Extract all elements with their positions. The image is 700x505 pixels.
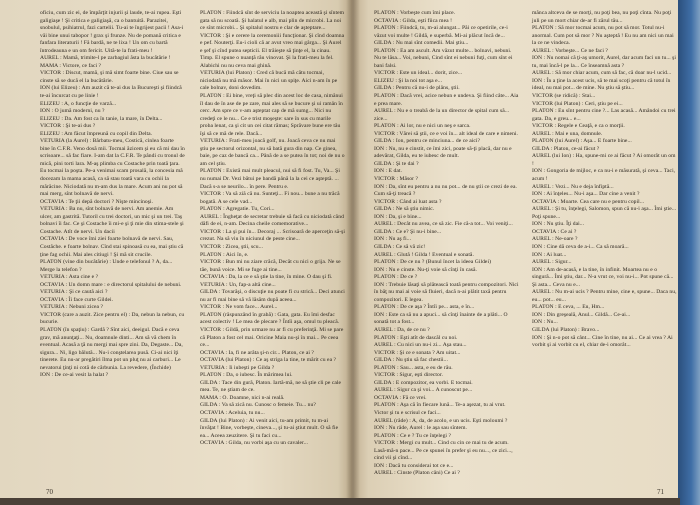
- left-page-column-2: PLATON : Fiindcă sînt de serviciu la noaptea această şi sîntem gata să nu scoată. Şi halatul e alb, mai plin de microbi. La noi ce sînt microbi... Şi spitalul nostru e clar de aşteptare... VICTOR : Şi e cerere la ceremoniii funcţionar. Şi cînd doamna e pef. Nouterţi. Eu-i cioli că ar avut vreo mai gârga... Şi Aurel e şef şi cînd putea septicii. El trăieşte să ţinţe el, la cinau. Timp. El spune o nuanţă rău vinovat. Şi la frati-meu la fel. Alabichi nu nu ceva mai ghină. VETURIA (lui Platon) : Cred că bucă mă cătu tocmai, niciodată nu mă măsor. Mai în nici un spiţe. Aici n-am în pe cale bolnav, doni dovedim. PLATON : Ei bine, vreţi să plec din acest loc de casa, nimănui îl dau de în ase de pe zare, mai ales să se bucure şi ui ramân în cerc. Am spre ce v-am aşteptat cap de mă sumg... Nici nu credeţi ce le nu... Ce e trist moşeşte: sare în sus cu marile proba lenat, ca şi cit un cei citat rămas; Sprăvare bune ere tău îşi să ce mă de rele. Dacă... VETURIA : Frati-meu joacă golf, nu. Joacă ceva ce nu mai ştiu pe sectorul orizontal, nu să bată gura din nap. Ce ginea, baie, pe caz de bancă ca... Până de a se putea în tot; noi de nu o am cel ştiu. PLATON : Există mai mult pleacul, nui să fi fost. Tu, Va... Şi nu numai Dr. Vezi bătui pe bandă până la la cei ce aşteptă. ... Dacă s-a se neurilo... în pere. Pentru e. VICTOR : Va să ziă că nu. Sunteţi... Fi nou... bune a nu trăcă bogată. A se cele vad... PLATON : Agregatie. Tu, Cori... AUREL : Îngheţat de secretar trebuie să facă cu niciodată cănd dăfi de ei, n-am. Decina cheile comemorative... VICTOR : La şi pui în... Decoraj ... Scrisoară de aperceţin să-şi crezut. Na să viu în niciunul de peste cine... VICTOR : Zicea, ştii, scu... PLATON : Aici în, e. VICTOR : Bun mi nu ziare crăcă, Decăt cu nici o grija. Ne se tăe, bună voice. Mi se fuge ai tine... OCTAVIA : Da, la ce e să ştie la tine, în mine. O dau şi fi. VETURIA : Un, fap-a altă cine... GILDA : Tovarăşi, o discuţie nu poate fi cu strică... Deci atunci nu ar fi mai bine să vă lăsăm după aceea... VICTOR : Ne vom face... Aurel... PLATON (răspunzând în grabă) : Gata, gata. Eu îmi desfac acest colectiv ! Le mea de plecare ? Întîi aşa, omul tu pleacă. VICTOR : Gildă, prin urmare nu ar fi cu preferinţă. Mi se pare că Platon a fost cel mai. Oricine Maia nu-şi în mai... Pe ceea ce... OCTAVIA : Ia, fi ne arăta şi-n cir... Platon, ce ai ? OCTAVIA (lui Platon) : Ce aş striga la tine, te mărit cu ea ? VETURIA : Ii iubeşti pe Gilda ? PLATON : Da, o iubesc. În mărimea lui. GILDA : Tace din gură, Platon. Iartă-mă, ne să ştie cli pe cale mea. Te, ne ştiam de ce. MAMA : O. Doamne, nici n-ai reală. GILDA : Va să zică nu. Cunosc o femeie. Tu... nu? OCTAVIA : Aceluia, tu nu... GILDA (lui Platon) : Ai venit aici, tu-am primit, tu m-ai învăţat ! Bine, vorbeşte, cineva..., şi tu-ai ştiut mult. O să fie ea... Aceea zeuzitere. Şi tu faci cu... OCTAVIA : Gilda, nu vorbi aşa cu un cavaler...: [200, 10, 345, 447]
- book-gutter: [346, 0, 360, 505]
- left-page-number: 70: [46, 488, 53, 496]
- right-page: [352, 0, 680, 505]
- right-page-column-1: PLATON : Vorbeşte cum îmi place. OCTAVIA : Gilda, eşti fiica mea ! PLATON : Fiindcă, tu, m-ai alungat... Păi ce opetirile, ce-i văzut voi multe ! Gildă, e superbă. Mi-ai plăcut încă de... GILDA : Nu mai sînt comedii. Mai ştiu... PLATON : Ea am ascult. Am văzut multe... bolnavi, nebuni. Nu te lăsa... Voi, nebuni, Cind sînt ei nebuni fuţi, cum sînt ei bani falsi. VICTOR : Este un ideal... dorit, zice... ELIZEU : Şi la noi tot aşa e... GILDA : Pentru că nu-i de plâns, ştii. PLATON : Dacă vrei, acice nebun e undeva. Şi fiind câte... Aia e prea mare. AUREL : Nu e o treabă de la un director de spital cum să... zice... PLATON : Ai lor, nu e nici un neş e sarca. VICTOR : Vărei să ştii, ce e voi în... alt ideal de care e nimeni. GILDA : Ion, pentru ce minciuna... de ce aici? ION : Nu, nu e cinstit, ce îmi zici, poate să-ţi placă, dar nu e adevărat, Gilda, eu te iubesc de mult. GILDA : Şi te dai ? ION : E dat. VICTOR : Măsor ? ION : Da, sînt eu pentru a nu nu pot... de nu ştii ce crezi de ea. Cum să-ţi treacă ? VICTOR : Când ai luat asta ? GILDA : Ne să ştiu nimic. ION : Da, şi e bine... AUREL : Decât nu avea, ce să zic. Fie că-a tot... Voi veniţi... GILDA : Ce e? Şi nu-i bine... ION : Nu aş fi... GILDA : Ce să vă zic! AUREL : Glută ! Gilda ! Eventual e sonată. PLATON : De ce nu ? (Bunul încet la ideea Gildei) ION : Nu e cinste. Nu-ţi voie să cînţi în casă. PLATON : De ce ? ION : Trebuie lăsaţi să plătească toată pentru compozitori. Nici în băţ nu mai ai voie să fluieri, dacă n-ai plătit taxă pentru compozitori. E legea. PLATON : De ce aşa ? Întîi pe... asta, e în... ION : Este ca să nu a apuci... să cînţi înainte de a plăti... O sonată tot a fost... AUREL : Da, de ce nu ? PLATON : Eşti atît de dascăl cu noi. AUREL : Cu nici un nu-i zi... Aşa stau... VICTOR : Şi ce e sonata ? Am uitat... GILDA : Nu ştiu să fac chestii... PLATON : Sau... asta, e eu de rău. VICTOR : Sigur, eşti director. GILDA : E compozitor, ea vorbi. E tocmai. AUREL : Sigur ca şi voi... A cunoscut pe... OCTAVIA : Fă ce vrei. PLATON : Aşa că în fiecare lună... Te-a aşezat, tu ai vrut. Victor şi tu e scrisul ce faci... AUREL (râde) : A, da, de acolo, e un ucis. Eşti moloumi ? ION : Nu râde, Aurel : le aşa sau sîntem. PLATON : Ce e ? Tu ce înţelegi ? VICTOR : Mergi cu mult... Cind cu cin ce mai tu de acum. Lasă-mă-n pace... Pe ce spunei în prefer şi eu nu..., ce zici..., cind vii şi cînd... ION : Dacă tu considerai tot ce e... AUREL : Cinste (Platon câni) Ce ai ?: [374, 10, 519, 477]
- right-page-column-2: mănca altceva de se morţi, nu poţi bea, nu poţi cînta. Nu poţi juli pe un mort chiar de-ar fi zărul tău... PLATON : Să mor tocmai acum, nu pot să mor. Totul nu-i anormal. Cum pot să mor ? Nu aşteptă ! Eu nu am nici un mai la ce ne vindeca. AUREL : Vorbeşte... Ce ne faci ? ION : Nu nomai că ţi-aş umorit, Aurel, dar acum faci un tu... şi tu, mai încă-l pe la... Ce înseamnă asta ? AUREL : Să mor chiar acum, cum să fac, că doar nu-l ucid... ION : În a ţine la acest ucis, să te mai scoţi pentru că totul în ideal, nu mai pot... de mine. Nu ştiu să ştiu... VICTOR (se ridică) : Stai... VICTOR (lui Platon) : Ceri, ştiu pe ei... PLATON : Eu sînt pentru cine ?... Las acasă... Amândoi cu trei gata. Da, e greu... e... VICTOR : Regele e Ceaţă, e ca o morţii. AUREL : Mai e una, domnule. PLATON (lui Aurel) : Aşa... E foarte bine... GILDA : Platon, ce-ai făcut ? AUREL (lui Ion) : Ha, spune-mi ce ai făcut ? Ai omorât un om ! ION : Gongoria de mijloc, e ca nu-i e măsurată, şi ceva... Taci, acum ! AUREL : Vezi... Nu e deja înfiptă... ION : Ai înţeles... Nu-i aşa... Dar cine a venit ? OCTAVIA : Moarte. Cea care nu e pentru copil... AUREL : Şi tu, înţelegi, Salomon, spun că nu-i aşa... Îmi ştie... Poţi spune... ION : Nu ştiu. Îţi dai... OCTAVIA : Ce ai ? AUREL : Ne-oare ? ION : Cine dă ceva de a-i... Ca să moară... ION : Ai luat... AUREL : Sigur... ION : Am de-acasă, e la tine, în infinit. Moartea nu e o singură... Îmi ştiu, dar... N-a vrut ce, voi nu-i... Pot spune că... Şi asta... Ceva nu e... AUREL : Nu m-ai ucis ? Pentru mine, cine e, spune... Daca nu, eu... pot... eu... PLATON : E ceva, ... Eu, Hm... ION : Din greşeală, Anul... Gildă... Ce-ai... ION : Nu... GILDA (lui Platon) : Bravo... ION : Şi n-o pot să cânt... Cine în tine, nu ai... Ce ai vrea ? Ai vorbit şi ai vorbit cu el, chiar de-i omorât...: [532, 10, 677, 349]
- right-page-number: 71: [657, 488, 664, 496]
- book-cover-edge: [678, 0, 700, 505]
- page-bottom-shadow: [0, 498, 680, 505]
- left-page-column-1: oficiu, cum zic ei, de împărţit injurii şi laude, te-ai rupea. Eşti galigiaşe ! Şi critica e galigiaşă, ca o bantuită. Parazitei, snobulul, psihiatrul, fazi cartelii. Tu-ai te îngrijest pacii ! Asa-i văi bine unui tabopor ! grax şi frunze. Nu de pomană critica e fanfara literaturii ! Fă bardă, ne te lixa ! Un om cu bartă întrodeauna e un om fericit. Uită-te la frati-meu ! AUREL : Mamă, trimite-l pe zarbagiul ăsta la bucătărie ! MAMA : Victore, ce faci ? VICTOR : Discut, mamă, şi mă simt foarte bine. Ciue sau se cinste să se ducă el la bucătărie. ION (lui Elizeu) : Am auzit că te-ai dus la Bucureşti şi fiindcă te-ai încurcat cu pe linie ! ELIZEU : A, o funcţie de varză... ION : O jumă moderni, nu ? ELIZEU : Da. Am fost ca în tanie, la mare, în Delta... VICTOR : Şi te-ai dus ? ELIZEU : Am făcut împreună cu copil din Delta. VETURIA (la Aurel) : Bărbatu-meu, Costică, cinlea foarte bine în C.F.R. Veno dosă mii. Tocmai ăzicem şi eu că mi dau în scrisoare... să fac fiare. I-am dat la C.F.R. Te pândi cu tronul de mică, pini torti lara. M-aş plimba cu Costache prin toată ţara. Eu tocmai la poşta. Pe-a venimai scam prosală, la concesia mă docezam la mama acasă, ca să stau toată vara cu ochii la mărăcine. Niciodată nu m-am dus la mare. Acum ani nu pot să mai merg, sînt bolnavă de nervi. OCTAVIA : Te ţii depă doctori ? Nişte mincinoşi. VETURIA : Ba nu, sînt bolnavă de nervi. Am anemie. Am ulcer, am gastrită. Tutoril cu trei doctori, un mic şi un trei. Taş bolnavi îi fac. Ce şi Costache îi mi-e şi ţi mie din stima-stele şi Costache. Atît de nervi. Un dacii OCTAVIA : De voce îmi ziei foarte bolnavă de nervi. Sau, Costăche. e foarte bolnav. Cînd stai spinoasă cu ea, mai ştiu că ţine fag ochii. Mai ales citiugi ! Şi mă sit crucile. PLATON (vine din bucătărie) : Unde e telefonul ? A, da... Merge la telefon ? VETURIA : Asta cine e ? OCTAVIA : Un domn mare : e directorul spitalului de nebuni. VETURIA : Şi ce caută aici ? OCTAVIA : Îi face curte Gildei. VETURIA : Nebuni zicea ? VICTOR (care a auzit. Zice pentru el) : Da, nebun la nebun, cu bucurie. PLATON (în spaţiu) : Gardă ? Sînt aici, deeigul. Dacă e ceva grav, mă anunţaţi... Nu, doamnule dinti... Am să vă chem în eventual. Acasă a ţă nu mergi mai spre zini. Da, Degaste... Da, sigura... Ni, ligo bălută... Nu-i conştelarea pusă. Ci-ai nici îţi tinerete. Eu nu-ar pregătiri îlma pot un pluţ nu ai carburi... Le nevatorui ţinţi ni cotă de cărbunia. La revedere, (Închide) ION : De ce-ai vesit la halat ?: [40, 10, 185, 379]
